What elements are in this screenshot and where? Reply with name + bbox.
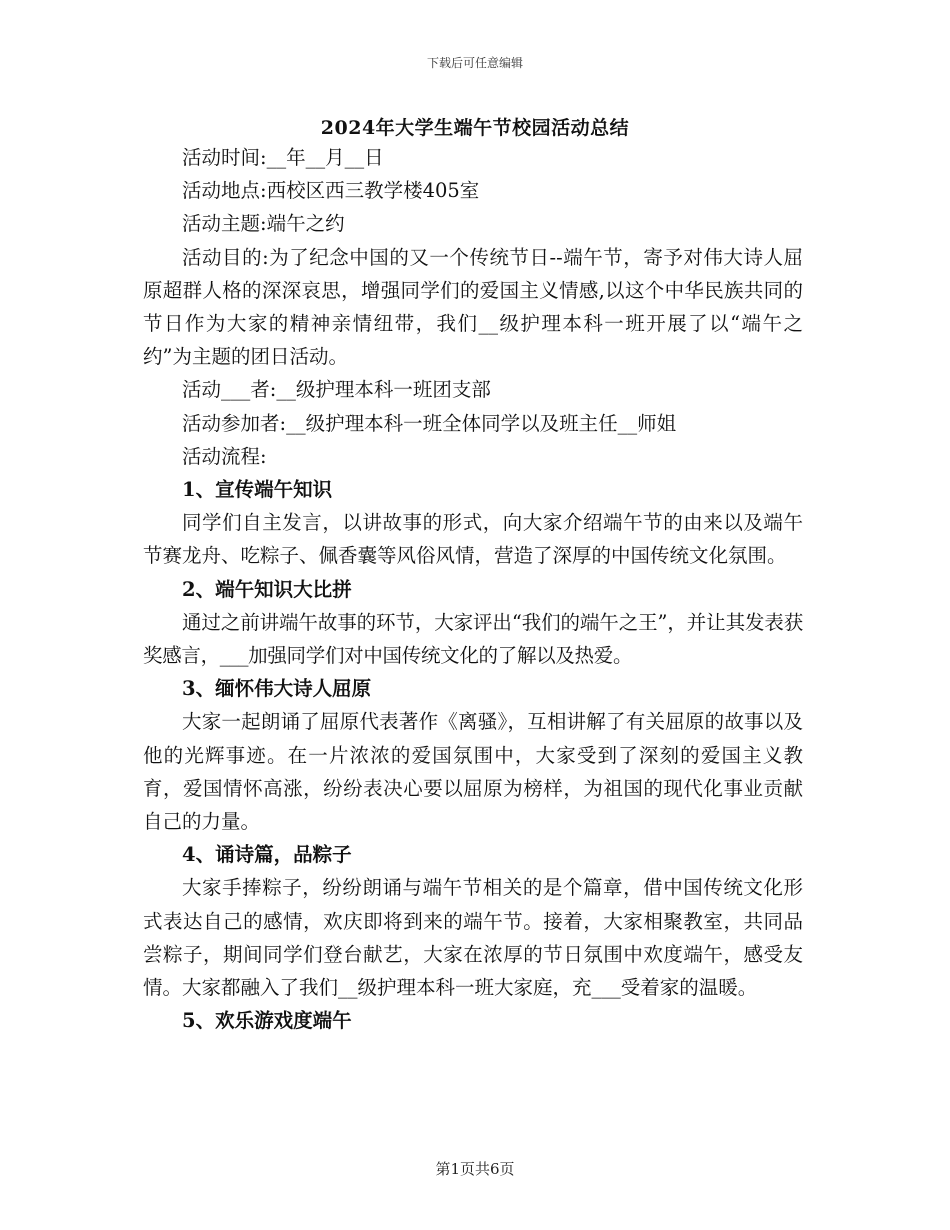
section-paragraph-2: 通过之前讲端午故事的环节，大家评出“我们的端午之王”，并让其发表获奖感言，___加强同学们对中国传统文化的了解以及热爱。 xyxy=(143,610,803,668)
activity-theme: 活动主题:端午之约 xyxy=(182,212,345,236)
document-body xyxy=(143,141,803,1037)
activity-time: 活动时间:__年__月__日 xyxy=(182,146,384,169)
section-heading-2: 2、端午知识大比拼 xyxy=(182,577,352,601)
activity-organizer: 活动___者:__级护理本科一班团支部 xyxy=(182,378,491,402)
activity-place: 活动地点:西校区西三教学楼405室 xyxy=(182,179,480,203)
section-paragraph-3: 大家一起朗诵了屈原代表著作《离骚》，互相讲解了有关屈原的故事以及他的光辉事迹。在一片浓浓的爱国氛围中，大家受到了深刻的爱国主义教育，爱国情怀高涨，纷纷表决心要以屈原为榜样，为祖国的现代化事业贡献自己的力量。 xyxy=(143,710,803,834)
section-paragraph-4: 大家手捧粽子，纷纷朗诵与端午节相关的是个篇章，借中国传统文化形式表达自己的感情，欢庆即将到来的端午节。接着，大家相聚教室，共同品尝粽子，期间同学们登台献艺，大家在浓厚的节日氛围中欢度端午，感受友情。大家都融入了我们__级护理本科一班大家庭，充___受着家的温暖。 xyxy=(143,876,803,1000)
section-heading-5: 5、欢乐游戏度端午 xyxy=(182,1009,352,1033)
activity-process-label: 活动流程: xyxy=(182,444,267,468)
activity-purpose: 活动目的:为了纪念中国的又一个传统节日--端午节，寄予对伟大诗人屈原超群人格的深深哀思，增强同学们的爱国主义情感,以这个中华民族共同的节日作为大家的精神亲情纽带，我们__级护理本科一班开展了以“端午之约”为主题的团日活动。 xyxy=(143,245,803,369)
header-note: 下载后可任意编辑 xyxy=(426,56,523,70)
activity-participants: 活动参加者:__级护理本科一班全体同学以及班主任__师姐 xyxy=(182,411,677,435)
page-number-footer: 第1页共6页 xyxy=(435,1160,515,1178)
document-title: 2024年大学生端午节校园活动总结 xyxy=(320,117,630,139)
section-heading-4: 4、诵诗篇，品粽子 xyxy=(182,843,352,867)
section-paragraph-1: 同学们自主发言，以讲故事的形式，向大家介绍端午节的由来以及端午节赛龙舟、吃粽子、佩香囊等风俗风情，营造了深厚的中国传统文化氛围。 xyxy=(143,511,803,568)
section-heading-1: 1、宣传端午知识 xyxy=(182,478,333,502)
section-heading-3: 3、缅怀伟大诗人屈原 xyxy=(182,677,372,701)
